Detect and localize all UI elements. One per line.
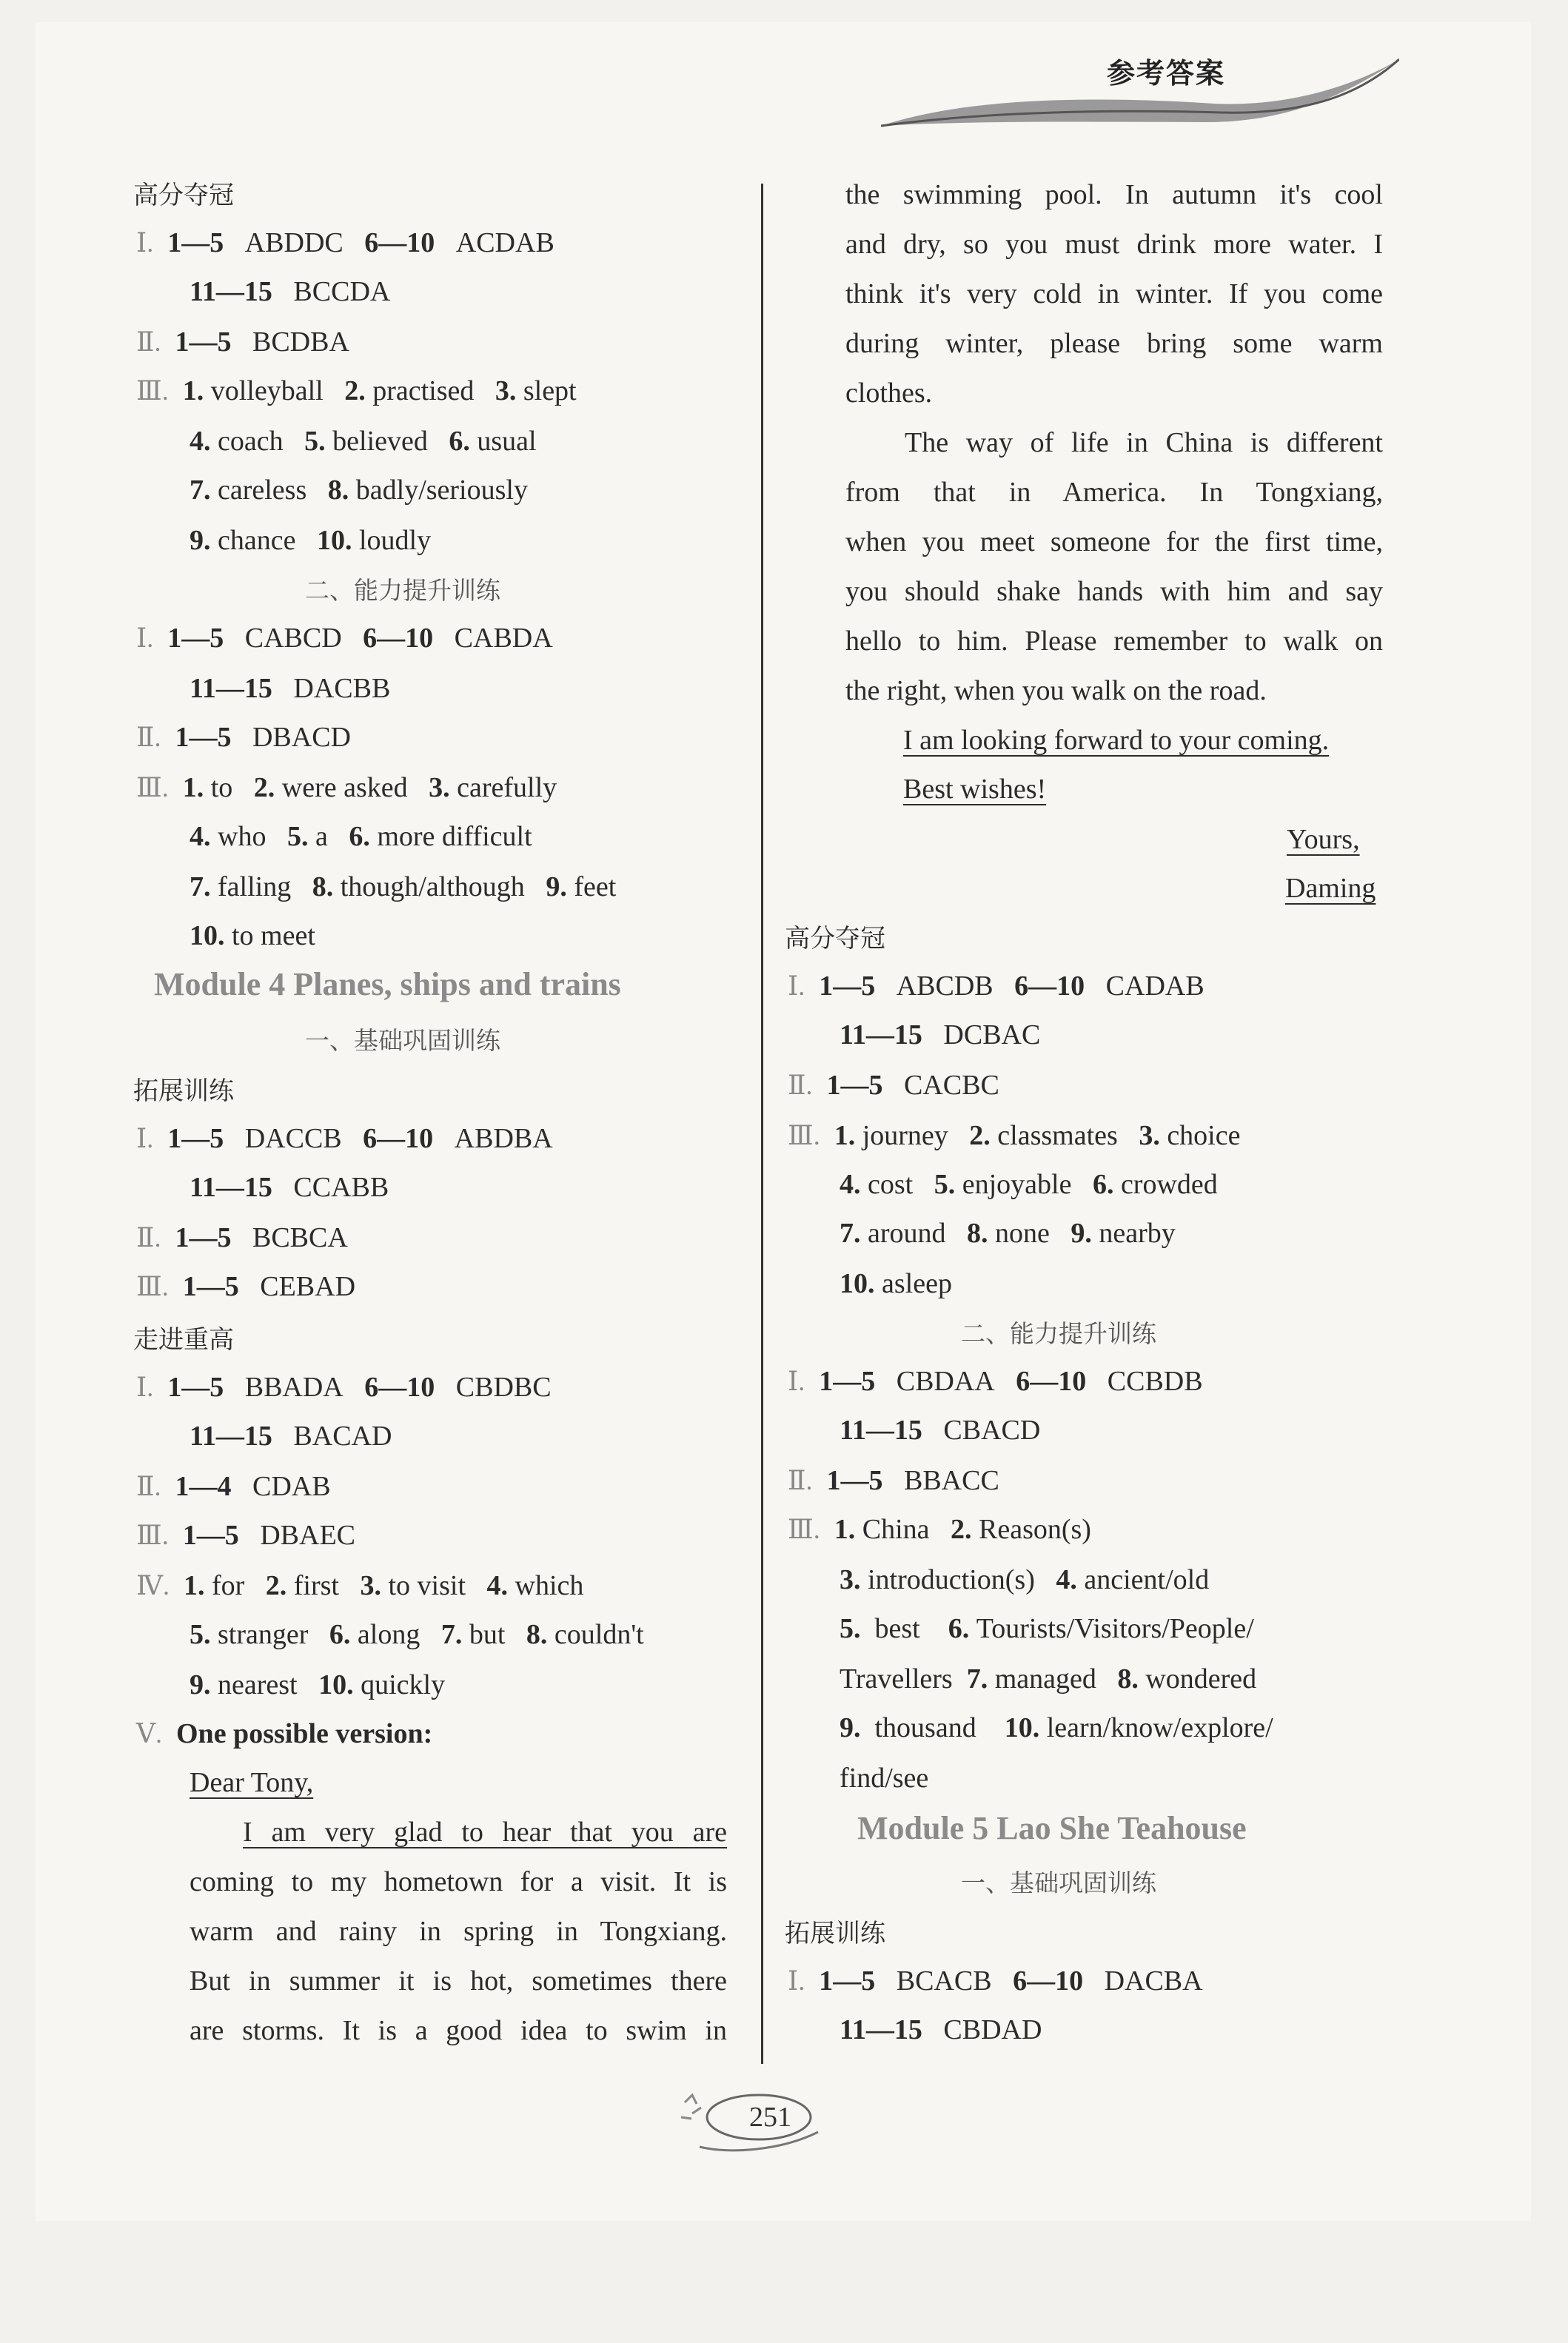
answer-line: 11—15 CCABB	[190, 1172, 389, 1203]
letter-closing: I am looking forward to your coming.	[903, 725, 1330, 756]
answer-line: 5. best 6. Tourists/Visitors/People/	[840, 1613, 1254, 1644]
answer-line: 5. stranger 6. along 7. but 8. couldn't	[190, 1619, 644, 1650]
answer-line: 11—15 CBACD	[840, 1415, 1041, 1446]
answer-line: Ⅰ. 1—5 BCACB 6—10 DACBA	[788, 1965, 1203, 1997]
section-heading: 拓展训练	[133, 1076, 234, 1106]
answer-line: Ⅰ. 1—5 DACCB 6—10 ABDBA	[136, 1123, 553, 1154]
answer-line: Ⅱ. 1—5 BBACC	[788, 1465, 999, 1496]
module-title: Module 5 Lao She Teahouse	[857, 1810, 1247, 1846]
letter-paragraph: The way of life in China is different from that in America. In Tongxiang, when you meet someone for the first time, you should shake hands with him and say hello to him. Please remember to walk on the right, when you walk on the road.	[845, 427, 1383, 706]
answer-line: Ⅴ. One possible version:	[136, 1718, 433, 1749]
section-heading: 走进重高	[133, 1325, 234, 1355]
answer-line: Ⅲ. 1. to 2. were asked 3. carefully	[136, 772, 557, 803]
answer-line: 11—15 DCBAC	[840, 1019, 1041, 1050]
answer-line: 11—15 BACAD	[190, 1421, 392, 1452]
answer-line: 9. nearest 10. quickly	[190, 1669, 446, 1700]
answer-line: Ⅰ. 1—5 ABDDC 6—10 ACDAB	[136, 227, 555, 258]
section-subheading: 二、能力提升训练	[305, 576, 500, 605]
answer-line: Ⅲ. 1. volleyball 2. practised 3. slept	[136, 375, 577, 406]
answer-line: 7. careless 8. badly/seriously	[190, 475, 528, 506]
section-heading: 高分夺冠	[133, 181, 234, 210]
section-subheading: 一、基础巩固训练	[961, 1868, 1156, 1897]
section-subheading: 一、基础巩固训练	[305, 1026, 500, 1055]
answer-line: 4. cost 5. enjoyable 6. crowded	[840, 1169, 1218, 1200]
answer-line: Ⅳ. 1. for 2. first 3. to visit 4. which	[136, 1570, 584, 1601]
letter-paragraph: the swimming pool. In autumn it's cool and dry, so you must drink more water. I think it's very cold in winter. If you come during winter, please bring some warm clothes.	[845, 179, 1383, 409]
answer-line: Ⅱ. 1—4 CDAB	[136, 1471, 331, 1502]
module-title: Module 4 Planes, ships and trains	[154, 966, 621, 1002]
answer-line: 3. introduction(s) 4. ancient/old	[840, 1564, 1210, 1595]
letter-paragraph: I am very glad to hear that you are coming to my hometown for a visit. It is warm and rainy in spring in Tongxiang. But in summer it is hot, sometimes there are storms. It is a good idea to swim in	[190, 1817, 727, 2046]
letter-closing: Best wishes!	[903, 774, 1047, 805]
answer-line: 9. chance 10. loudly	[190, 525, 432, 556]
answer-line: 10. asleep	[840, 1268, 952, 1299]
letter-signoff: Yours,	[1287, 824, 1360, 855]
answer-line: Ⅰ. 1—5 CABCD 6—10 CABDA	[136, 623, 553, 654]
section-heading: 拓展训练	[785, 1919, 885, 1948]
answer-line: 4. who 5. a 6. more difficult	[190, 821, 532, 852]
letter-signature: Daming	[1285, 873, 1376, 904]
answer-line: 11—15 CBDAD	[840, 2014, 1042, 2045]
answer-line: Ⅲ. 1. China 2. Reason(s)	[788, 1514, 1091, 1545]
answer-line: Ⅲ. 1. journey 2. classmates 3. choice	[788, 1120, 1241, 1151]
answer-line: Ⅱ. 1—5 BCDBA	[136, 326, 349, 358]
section-heading: 高分夺冠	[785, 924, 885, 953]
answer-line: Ⅱ. 1—5 CACBC	[788, 1070, 999, 1101]
answer-line: 4. coach 5. believed 6. usual	[190, 426, 537, 457]
answer-line: Travellers 7. managed 8. wondered	[840, 1663, 1257, 1695]
answer-line: find/see	[840, 1763, 929, 1794]
column-divider	[761, 184, 763, 2064]
answer-line: 9. thousand 10. learn/know/explore/	[840, 1712, 1273, 1743]
answer-line: Ⅰ. 1—5 BBADA 6—10 CBDBC	[136, 1372, 552, 1403]
answer-line: 11—15 DACBB	[190, 673, 391, 704]
answer-line: Ⅱ. 1—5 DBACD	[136, 722, 351, 753]
section-subheading: 二、能力提升训练	[961, 1319, 1156, 1348]
answer-line: Ⅲ. 1—5 DBAEC	[136, 1520, 356, 1551]
answer-line: 7. around 8. none 9. nearby	[840, 1218, 1176, 1249]
answer-line: Ⅰ. 1—5 ABCDB 6—10 CADAB	[788, 971, 1205, 1002]
letter-greeting: Dear Tony,	[190, 1767, 314, 1798]
answer-line: 11—15 BCCDA	[190, 276, 391, 307]
header-title: 参考答案	[1107, 57, 1226, 90]
answer-line: 7. falling 8. though/although 9. feet	[190, 871, 617, 902]
answer-line: Ⅱ. 1—5 BCBCA	[136, 1222, 348, 1253]
page-number: 251	[749, 2102, 791, 2133]
answer-line: 10. to meet	[190, 920, 315, 951]
answer-line: Ⅲ. 1—5 CEBAD	[136, 1271, 356, 1302]
answer-line: Ⅰ. 1—5 CBDAA 6—10 CCBDB	[788, 1366, 1203, 1397]
